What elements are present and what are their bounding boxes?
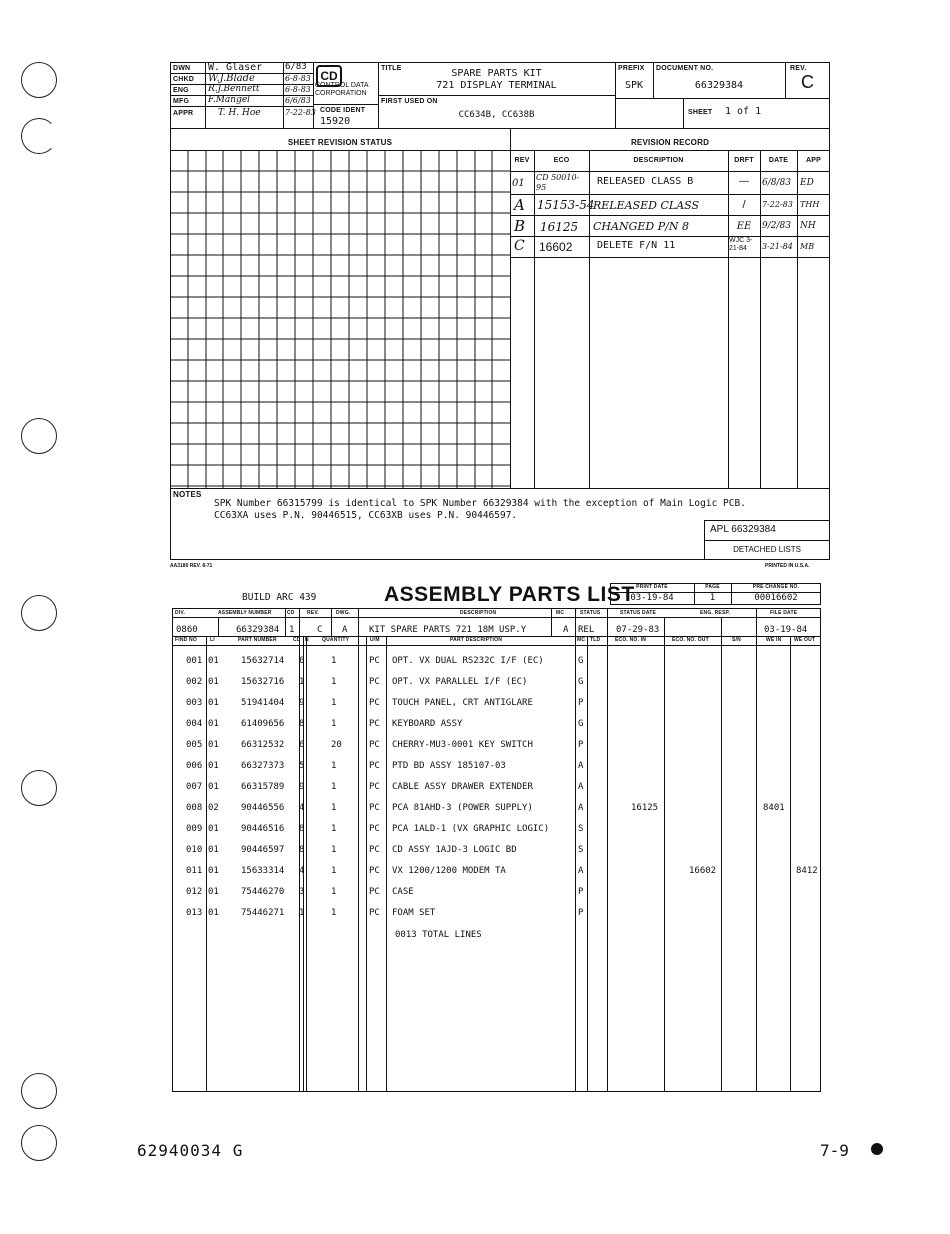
part-number-cell: 61409656 — [241, 719, 285, 729]
quantity-cell: 1 — [331, 887, 337, 897]
eng-label: ENG — [173, 87, 189, 94]
eco-cell: 16125 — [540, 220, 579, 234]
mc-cell: A — [578, 782, 584, 792]
code-ident: 15920 — [320, 116, 351, 127]
sheet-revision-grid — [170, 150, 510, 490]
binder-hole — [21, 595, 57, 631]
hdr-file-date: FILE DATE — [770, 610, 798, 616]
part-number-cell: 15632716 — [241, 677, 285, 687]
print-date-label: PRINT DATE — [636, 584, 668, 590]
li-cell: 01 — [208, 866, 219, 876]
col-quantity: QUANTITY — [322, 637, 350, 643]
part-number-cell: 51941404 — [241, 698, 285, 708]
find-no-cell: 006 — [186, 761, 203, 771]
description-cell: DELETE F/N 11 — [597, 240, 676, 251]
sheet-number: 1 of 1 — [725, 106, 762, 117]
li-cell: 01 — [208, 677, 219, 687]
col-cd: CD — [293, 637, 301, 643]
col-li: LI — [210, 637, 215, 643]
hdr-cd: CD — [287, 610, 295, 616]
drft-cell: EE — [736, 221, 752, 232]
cd-cell: 8 — [299, 719, 305, 729]
li-cell: 01 — [208, 740, 219, 750]
document-number: 66329384 — [694, 80, 744, 91]
col-find-no: FIND NO — [175, 637, 197, 643]
hdr-status-date: STATUS DATE — [620, 610, 657, 616]
quantity-cell: 1 — [331, 803, 337, 813]
app-cell: MB — [800, 242, 815, 251]
um-cell: PC — [369, 656, 380, 666]
description-cell: RELEASED CLASS B — [597, 176, 694, 187]
hdr-rev: REV. — [307, 610, 320, 616]
cd-cell: 9 — [299, 782, 305, 792]
binder-hole — [21, 62, 57, 98]
col-eco-in: ECO. NO. IN — [615, 637, 647, 643]
appr-signature: T. H. Hoe — [218, 108, 261, 118]
title-label: TITLE — [381, 65, 402, 72]
mc-cell: P — [578, 740, 584, 750]
col-mc: MC — [577, 637, 586, 643]
eng-signature: R.J.Bennett — [208, 84, 260, 94]
find-no-cell: 007 — [186, 782, 203, 792]
find-no-cell: 011 — [186, 866, 203, 876]
rev-cell: B — [514, 217, 526, 235]
appr-date: 7-22-83 — [285, 108, 316, 117]
part-number-cell: 66312532 — [241, 740, 285, 750]
quantity-cell: 1 — [331, 698, 337, 708]
mfg-signature: F.Mangel — [208, 95, 251, 105]
quantity-cell: 1 — [331, 782, 337, 792]
cd-cell: 6 — [299, 740, 305, 750]
mc-cell: G — [578, 677, 584, 687]
um-cell: PC — [369, 698, 380, 708]
drft-cell: WJC 3-21-84 — [729, 237, 753, 252]
part-number-cell: 66327373 — [241, 761, 285, 771]
rev-letter: C — [801, 72, 814, 92]
page-value: 1 — [709, 593, 716, 603]
sheet-revision-status-label: SHEET REVISION STATUS — [287, 138, 393, 147]
part-description-cell: CD ASSY 1AJD-3 LOGIC BD — [392, 845, 517, 855]
quantity-cell: 1 — [331, 845, 337, 855]
apl-number: APL 66329384 — [710, 524, 776, 535]
company-line2: CORPORATION — [315, 90, 367, 97]
cd-cell: 3 — [299, 887, 305, 897]
mc-cell: P — [578, 698, 584, 708]
li-cell: 01 — [208, 782, 219, 792]
quantity-cell: 20 — [331, 740, 342, 750]
col-sn: S/N — [732, 637, 741, 643]
we-in-cell: 8401 — [763, 803, 785, 813]
col-we-in: WE IN — [766, 637, 782, 643]
quantity-cell: 1 — [331, 677, 337, 687]
binder-hole — [21, 1125, 57, 1161]
col-part-number: PART NUMBER — [238, 637, 277, 643]
cd-cell: 1 — [299, 908, 305, 918]
um-cell: PC — [369, 719, 380, 729]
cd-cell: 8 — [299, 824, 305, 834]
prefix: SPK — [624, 80, 644, 91]
dwn-label: DWN — [173, 65, 191, 72]
page-label: PAGE — [705, 584, 720, 590]
date-cell: 7-22-83 — [762, 200, 793, 209]
app-col-header: APP — [806, 157, 821, 164]
mc-cell: P — [578, 887, 584, 897]
assembly-description: KIT SPARE PARTS 721 18M USP.Y — [369, 625, 527, 635]
mc-cell: S — [578, 845, 584, 855]
hdr-div: DIV. — [175, 610, 186, 616]
parts-list-title: ASSEMBLY PARTS LIST — [384, 583, 635, 606]
find-no-cell: 004 — [186, 719, 203, 729]
assembly-number: 66329384 — [236, 625, 280, 635]
cd-value: 1 — [289, 625, 295, 635]
quantity-cell: 1 — [331, 719, 337, 729]
binder-hole — [21, 418, 57, 454]
hdr-status: STATUS — [580, 610, 601, 616]
eng-date: 6-8-83 — [285, 85, 311, 94]
quantity-cell: 1 — [331, 656, 337, 666]
binder-hole — [21, 770, 57, 806]
um-cell: PC — [369, 866, 380, 876]
mc-cell: A — [578, 761, 584, 771]
cd-cell: 5 — [299, 761, 305, 771]
title-line2: 721 DISPLAY TERMINAL — [436, 80, 557, 91]
col-part-description: PART DESCRIPTION — [450, 637, 502, 643]
part-description-cell: FOAM SET — [392, 908, 436, 918]
pre-change-label: PRE CHANGE NO. — [752, 584, 800, 590]
docno-label: DOCUMENT NO. — [656, 65, 714, 72]
status-value: REL — [578, 625, 595, 635]
eco-cell: CD 50010-95 — [536, 173, 580, 192]
find-no-cell: 009 — [186, 824, 203, 834]
mc-cell: G — [578, 656, 584, 666]
eco-in-cell: 16125 — [631, 803, 659, 813]
detached-lists: DETACHED LISTS — [733, 545, 801, 554]
hdr-assembly-number: ASSEMBLY NUMBER — [218, 610, 272, 616]
li-cell: 01 — [208, 824, 219, 834]
um-cell: PC — [369, 845, 380, 855]
part-number-cell: 90446597 — [241, 845, 285, 855]
quantity-cell: 1 — [331, 908, 337, 918]
drft-col-header: DRFT — [734, 157, 754, 164]
date-cell: 3-21-84 — [762, 242, 793, 251]
description-cell: RELEASED CLASS — [593, 199, 700, 212]
li-cell: 01 — [208, 719, 219, 729]
mc-cell: P — [578, 908, 584, 918]
li-cell: 02 — [208, 803, 219, 813]
find-no-cell: 008 — [186, 803, 203, 813]
mc-cell: A — [578, 803, 584, 813]
status-date-value: 07-29-83 — [616, 625, 660, 635]
bullet-icon — [871, 1143, 883, 1155]
sheet-label: SHEET — [688, 109, 713, 116]
li-cell: 01 — [208, 845, 219, 855]
cd-cell: 9 — [299, 698, 305, 708]
eco-out-cell: 16602 — [689, 866, 717, 876]
we-out-cell: 8412 — [796, 866, 818, 876]
part-description-cell: OPT. VX DUAL RS232C I/F (EC) — [392, 656, 544, 666]
rev-label: REV. — [790, 65, 807, 72]
li-cell: 01 — [208, 908, 219, 918]
dwg-value: A — [342, 625, 348, 635]
chkd-date: 6-8-83 — [285, 74, 311, 83]
cd-cell: 1 — [299, 677, 305, 687]
part-number-cell: 90446556 — [241, 803, 285, 813]
part-number-cell: 75446271 — [241, 908, 285, 918]
mfg-date: 6/6/83 — [285, 96, 311, 105]
find-no-cell: 010 — [186, 845, 203, 855]
col-um: U/M — [370, 637, 380, 643]
part-number-cell: 75446270 — [241, 887, 285, 897]
quantity-cell: 1 — [331, 824, 337, 834]
first-used-label: FIRST USED ON — [381, 98, 438, 105]
part-number-cell: 66315789 — [241, 782, 285, 792]
quantity-cell: 1 — [331, 866, 337, 876]
binder-hole — [21, 118, 57, 154]
part-description-cell: CHERRY-MU3-0001 KEY SWITCH — [392, 740, 533, 750]
eco-cell: 15153-54 — [537, 198, 595, 212]
app-cell: ED — [800, 178, 814, 188]
total-lines: 0013 TOTAL LINES — [395, 930, 482, 940]
find-no-cell: 002 — [186, 677, 203, 687]
find-no-cell: 013 — [186, 908, 203, 918]
drft-cell: / — [742, 199, 746, 211]
rev-cell: A — [514, 196, 525, 214]
mc-value: A — [563, 625, 569, 635]
li-cell: 01 — [208, 656, 219, 666]
find-no-cell: 012 — [186, 887, 203, 897]
revision-record-label: REVISION RECORD — [630, 138, 710, 147]
mc-cell: S — [578, 824, 584, 834]
part-number-cell: 90446516 — [241, 824, 285, 834]
cd-cell: 8 — [299, 845, 305, 855]
find-no-cell: 003 — [186, 698, 203, 708]
part-description-cell: CABLE ASSY DRAWER EXTENDER — [392, 782, 533, 792]
um-cell: PC — [369, 740, 380, 750]
mfg-label: MFG — [173, 98, 190, 105]
um-cell: PC — [369, 803, 380, 813]
cd-cell: 6 — [299, 656, 305, 666]
date-cell: 9/2/83 — [762, 221, 791, 231]
cd-cell: 4 — [299, 866, 305, 876]
app-cell: THH — [800, 200, 820, 209]
um-cell: PC — [369, 677, 380, 687]
eco-cell: 16602 — [539, 240, 573, 254]
part-number-cell: 15632714 — [241, 656, 285, 666]
li-cell: 01 — [208, 698, 219, 708]
part-description-cell: KEYBOARD ASSY — [392, 719, 463, 729]
dwn-name: W. Glaser — [208, 62, 263, 73]
rev-cell: C — [514, 238, 525, 254]
dwn-date: 6/83 — [285, 62, 307, 72]
li-cell: 01 — [208, 761, 219, 771]
title-line1: SPARE PARTS KIT — [451, 68, 542, 79]
notes-line2: CC63XA uses P.N. 90446515, CC63XB uses P.N. 90446597. — [214, 510, 518, 521]
binder-hole — [21, 1073, 57, 1109]
um-cell: PC — [369, 908, 380, 918]
appr-label: APPR — [173, 110, 194, 117]
find-no-cell: 001 — [186, 656, 203, 666]
li-cell: 01 — [208, 887, 219, 897]
um-cell: PC — [369, 824, 380, 834]
control-data-logo: CD — [316, 65, 342, 87]
description-cell: CHANGED P/N 8 — [593, 220, 689, 233]
app-cell: NH — [800, 221, 816, 231]
company-line1: CONTROL DATA — [315, 82, 369, 89]
file-date-value: 03-19-84 — [764, 625, 808, 635]
date-col-header: DATE — [768, 157, 789, 164]
part-number-cell: 15633314 — [241, 866, 285, 876]
part-description-cell: TOUCH PANEL, CRT ANTIGLARE — [392, 698, 533, 708]
hdr-eng-resp: ENG. RESP. — [700, 610, 730, 616]
hdr-mc: MC — [556, 610, 565, 616]
cd-cell: 4 — [299, 803, 305, 813]
quantity-cell: 1 — [331, 761, 337, 771]
rev-cell: 01 — [512, 178, 525, 189]
notes-line1: SPK Number 66315799 is identical to SPK Number 66329384 with the exception of Main Logic PCB. — [214, 498, 746, 509]
rev-value: C — [317, 625, 323, 635]
col-tld: TLD — [590, 637, 601, 643]
footer-page-number: 7-9 — [820, 1141, 849, 1160]
find-no-cell: 005 — [186, 740, 203, 750]
footer-doc-number: 62940034 G — [137, 1141, 244, 1160]
chkd-signature: W.J.Blade — [208, 73, 255, 84]
div-value: 0860 — [176, 625, 198, 635]
date-cell: 6/8/83 — [762, 178, 791, 188]
hdr-dwg: DWG. — [336, 610, 351, 616]
rev-col-header: REV — [514, 157, 530, 164]
mc-cell: G — [578, 719, 584, 729]
col-we-out: WE OUT — [794, 637, 816, 643]
um-cell: PC — [369, 782, 380, 792]
prefix-label: PREFIX — [618, 65, 645, 72]
part-description-cell: PTD BD ASSY 185107-03 — [392, 761, 506, 771]
part-description-cell: PCA 81AHD-3 (POWER SUPPLY) — [392, 803, 533, 813]
hdr-description: DESCRIPTION — [460, 610, 497, 616]
build-label: BUILD ARC 439 — [242, 592, 317, 603]
drft-cell: — — [739, 176, 749, 187]
form-number: AA3180 REV. 8-71 — [170, 563, 213, 569]
part-description-cell: PCA 1ALD-1 (VX GRAPHIC LOGIC) — [392, 824, 550, 834]
mc-cell: A — [578, 866, 584, 876]
part-description-cell: OPT. VX PARALLEL I/F (EC) — [392, 677, 528, 687]
first-used: CC634B, CC638B — [458, 110, 535, 120]
part-description-cell: CASE — [392, 887, 414, 897]
code-ident-label: CODE IDENT — [320, 107, 366, 114]
description-col-header: DESCRIPTION — [633, 157, 684, 164]
eco-col-header: ECO — [553, 157, 570, 164]
col-eco-out: ECO. NO. OUT — [672, 637, 709, 643]
chkd-label: CHKD — [173, 76, 195, 83]
printed-in: PRINTED IN U.S.A. — [765, 563, 810, 569]
notes-label: NOTES — [173, 490, 202, 499]
pre-change-number: 00016602 — [754, 593, 798, 603]
um-cell: PC — [369, 761, 380, 771]
print-date: 03-19-84 — [630, 593, 674, 603]
col-n: N — [305, 637, 309, 643]
um-cell: PC — [369, 887, 380, 897]
part-description-cell: VX 1200/1200 MODEM TA — [392, 866, 506, 876]
